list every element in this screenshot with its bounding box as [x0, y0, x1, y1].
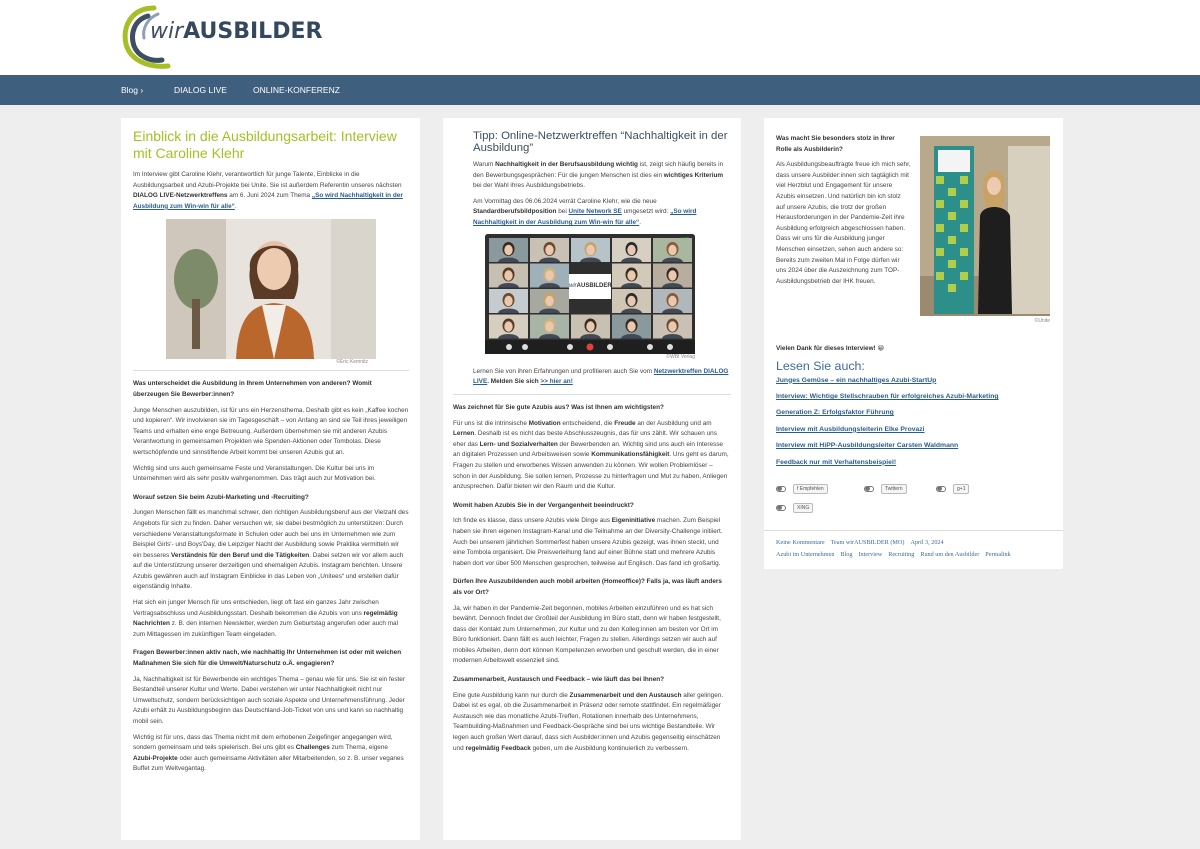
divider: [133, 370, 409, 371]
gplus-share[interactable]: [936, 484, 969, 494]
text: . Dabei setzen wir vor allem auch auf die Unterstützung unserer derzeitigen und ehemaligen Azubis. Instagram berichten. Unsere Azubis gewähren auch auf Instagram Einblicke in das Leben von „Unitees“ und erstellen dafür eigenständig Inhalte.: [133, 551, 404, 591]
comments-link[interactable]: Keine Kommentare: [776, 539, 825, 546]
text-bold: regelmäßig Nachrichten: [133, 609, 398, 628]
post-date: April 3, 2024: [910, 539, 944, 546]
text-bold: DIALOG LIVE-Netzwerktreffens: [133, 192, 228, 200]
article-title: Einblick in die Ausbildungsarbeit: Interview mit Caroline Klehr: [133, 128, 397, 161]
text: Wichtig ist für uns, dass das Thema nicht mit dem erhobenen Zeigefinger angegangen wird, sondern gemeinsam und teils spielerisch. Bei uns gibt es: [133, 733, 393, 752]
interview-question: Womit haben Azubis Sie in der Vergangenheit beeindruckt?: [453, 501, 634, 509]
text: Im Interview gibt Caroline Klehr, verantwortlich für junge Talente, Einblicke in die Ausbildungsarbeit und Azubi-Projekte bei Unite. Sie ist außerdem Referentin unseres nächsten: [133, 171, 402, 189]
thanks-text: Vielen Dank für dieses Interview! 😀: [776, 345, 885, 352]
interview-answer: Wichtig sind uns auch gemeinsame Feste und Veranstaltungen. Die Kultur bei uns im Unternehmen wird als sehr positiv wahrgenommen. Das trägt auch zur Motivation bei.: [133, 464, 376, 483]
signup-link[interactable]: >> hier an!: [540, 378, 573, 386]
text-bold: Lernen: [453, 430, 475, 438]
facebook-like-button[interactable]: f Empfehlen: [793, 484, 828, 494]
participant-face: [504, 295, 512, 305]
participant-face: [504, 244, 512, 254]
divider: [764, 530, 1063, 531]
netzwerktreffen-link[interactable]: Netzwerktreffen DIALOG LIVE: [473, 367, 729, 386]
interview-answer: [133, 508, 409, 593]
photo-credit: ©WBI Verlag: [666, 353, 695, 360]
text: . Uns geht es darum, Fragen zu stellen und erworbenes Wissen anwenden zu können. Wir wollen Problemlöser – schon in der Ausbildung. Sie sollen lernen, Prozesse zu hinterfragen und Mut zu haben, Anliegen anzusprechen. Dafür bieten wir den Raum und die Kultur.: [453, 451, 729, 491]
twitter-share[interactable]: [864, 484, 907, 494]
participant-face: [545, 295, 553, 305]
nav-item-dialog-live[interactable]: DIALOG LIVE: [174, 85, 227, 95]
interview-answer: [453, 419, 731, 493]
award-image: [920, 136, 1050, 316]
text: oder auch gemeinsame Aktivitäten aller Mitarbeitenden, so z. B. unser veganes Buffet zum Weltvegantag.: [133, 754, 404, 773]
text-bold: Challenges: [295, 744, 330, 752]
text: Für uns ist die intrinsische: [453, 419, 529, 427]
related-article-link[interactable]: Feedback nur mit Verhaltensbeispiel!: [776, 458, 897, 466]
toggle-icon[interactable]: [936, 486, 946, 492]
read-more-heading: Lesen Sie auch:: [776, 358, 865, 373]
participant-face: [668, 244, 676, 254]
interview-question: Dürfen Ihre Auszubildenden auch mobil arbeiten (Homeoffice)? Falls ja, was läuft anders als vor Ort?: [453, 578, 722, 596]
text: umgesetzt wird:: [621, 208, 671, 216]
logo-main: AUSBILDER: [183, 19, 323, 44]
text: Am Vormittag des 06.06.2024 verrät Caroline Klehr, wie die neue: [473, 197, 657, 205]
post-categories: [776, 551, 1017, 558]
video-logo-main: AUSBILDER: [576, 282, 612, 289]
text-bold: regelmäßig Feedback: [465, 744, 531, 752]
text: z. B. den internen Newsletter, werden zum Geburtstag angerufen oder auch mal zum Mittagessen im zukünftigen Team eingeladen.: [133, 620, 398, 638]
interview-question: Fragen Bewerber:innen aktiv nach, wie nachhaltig Ihr Unternehmen ist oder mit welchen Maßnahmen Sie sich für die Umwelt/Naturschutz o.Ä. engagieren?: [133, 649, 402, 668]
related-article-link[interactable]: Generation Z: Erfolgsfaktor Führung: [776, 409, 894, 417]
video-logo-tile: [569, 274, 611, 299]
participant-face: [668, 295, 676, 305]
related-article-link[interactable]: Interview mit Ausbildungsleiterin Elke Provazi: [776, 425, 925, 433]
sidebar-column: [764, 118, 1063, 569]
award-photo: [920, 136, 1050, 316]
related-article-link[interactable]: Junges Gemüse – ein nachhaltiges Azubi-StartUp: [776, 376, 937, 384]
photo-credit: ©Unite: [1034, 318, 1050, 324]
text: geben, um die Ausbildung kontinuierlich zu verbessern.: [530, 744, 689, 752]
twitter-button[interactable]: Twittern: [881, 484, 907, 494]
interview-question: Was macht Sie besonders stolz in Ihrer Rolle als Ausbilderin?: [776, 135, 895, 153]
portrait-photo-caroline-klehr: [166, 219, 376, 359]
text: zum Thema, eigene: [329, 744, 388, 752]
category-link[interactable]: Interview: [858, 551, 883, 558]
text: entscheidend, die: [560, 419, 615, 427]
gplus-button[interactable]: g+1: [953, 484, 969, 494]
text-bold: Verständnis für den Beruf und die Tätigkeiten: [171, 551, 310, 559]
text: bei: [556, 208, 569, 216]
text: bei der Wahl ihres Ausbildungsbetriebs.: [473, 182, 586, 190]
interview-question: Was unterscheidet die Ausbildung in Ihrem Unternehmen von anderen? Womit überzeugen Sie Bewerber:innen?: [133, 380, 372, 398]
participant-face: [627, 244, 635, 254]
text: machen. Zum Beispiel haben sie ihren eigenen Instagram-Kanal und die Teilnahme an der Diversity-Challenge initiiert. Auch bei unserem jährlichen Sommerfest haben unsere Azubis gezeigt, was ihnen steckt, und eine Tombola organisiert. Die Preisverleihung fand auf einer Bühne statt und mehrere Azubis haben dort vor über 500 Menschen gesprochen, teilweise auf Englisch. Das fand ich großartig.: [453, 517, 723, 567]
text-bold: Nachhaltigkeit in der Berufsausbildung wichtig: [495, 161, 638, 168]
participant-face: [504, 321, 512, 331]
event-link[interactable]: „So wird Nachhaltigkeit in der Ausbildung zum Win-win für alle“: [133, 192, 403, 210]
video-logo-prefix: wir: [569, 282, 577, 289]
photo-credit: ©Eric Kemnitz: [336, 359, 368, 366]
text-bold: Eigeninitiative: [611, 517, 656, 525]
toggle-icon[interactable]: [776, 505, 786, 511]
text: an der Ausbildung und am: [635, 419, 712, 427]
site-header: [0, 0, 1200, 75]
participant-face: [586, 244, 594, 254]
article-column-1: [121, 118, 420, 840]
participant-face: [545, 270, 553, 280]
interview-answer: [453, 691, 731, 755]
text: am 6. Juni 2024 zum Thema: [227, 192, 312, 200]
participant-face: [627, 321, 635, 331]
text-bold: Motivation: [528, 419, 561, 427]
text-bold: Lern- und Sozialverhalten: [479, 440, 558, 448]
text: der Bewerbenden an. Wichtig sind uns auch ein Interesse an digitalen Prozessen und Arbeitsweisen sowie: [453, 440, 723, 459]
text: . Deshalb ist es nicht das beste Abschlusszeugnis, das für uns zählt. Wir schauen uns eher das: [453, 430, 717, 448]
interview-question: Was zeichnet für Sie gute Azubis aus? Was ist Ihnen am wichtigsten?: [453, 404, 664, 411]
nav-item-blog[interactable]: Blog ›: [121, 85, 144, 95]
participant-face: [627, 270, 635, 280]
participant-face: [545, 321, 553, 331]
article-column-2: [443, 118, 741, 840]
text: Warum: [473, 161, 496, 168]
divider: [453, 394, 731, 395]
text: Eine gute Ausbildung kann nur durch die: [453, 691, 570, 699]
interview-answer: Ja, wir haben in der Pandemie-Zeit begonnen, mobiles Arbeiten einzuführen und es hat sich bewährt. Dennoch findet der Großteil der Ausbildung im Büro statt, denn wir haben festgestellt, dass der Kontakt zum Unternehmen, zur Kultur und zu den Kolleg:innen am besten vor Ort im Büro funktioniert. Dann fällt es auch leichter, Fragen zu stellen. Allerdings setzen wir auch auf mobiles Arbeiten, denn dort können Kompetenzen erworben und geschult werden, die in einer modernen Arbeitswelt essenziell sind.: [453, 604, 721, 665]
text-bold: Zusammenarbeit und den Austausch: [569, 691, 682, 699]
author-link[interactable]: Team wirAUSBILDER (MO): [830, 539, 905, 546]
text: Ich finde es klasse, dass unsere Azubis viele Dinge aus: [453, 517, 612, 525]
tip-title: Tipp: Online-Netzwerktreffen “Nachhaltigkeit in der Ausbildung”: [473, 130, 728, 154]
text-bold: . Melden Sie sich: [487, 378, 541, 386]
live-badge: LIVE: [680, 235, 689, 241]
category-link[interactable]: Azubi im Unternehmen: [776, 551, 835, 558]
interview-answer: Ja, Nachhaltigkeit ist für Bewerbende ein wichtiges Thema – genau wie für uns. Sie ist ein fester Bestandteil unserer Kultur und Werte. Dabei verstehen wir unter Nachhaltigkeit nicht nur Umweltschutz, sondern berücksichtigen auch soziale Aspekte und Unternehmensführung. Jeder Azubi erhält zu Ausbildungsbeginn das Deutschland-Job-Ticket von uns und kann so nachhaltig mobil sein.: [133, 675, 405, 725]
main-navigation: [0, 75, 1200, 105]
text: Hat sich ein junger Mensch für uns entschieden, liegt oft fast ein ganzes Jahr zwischen Vertragsabschluss und Ausbildungsstart. Deshalb bekommen die Azubis von uns: [133, 599, 379, 617]
logo-prefix: wir: [150, 19, 184, 44]
participant-face: [545, 244, 553, 254]
unite-link[interactable]: Unite Network SE: [568, 208, 622, 216]
interview-answer: [133, 598, 409, 640]
interview-question: Zusammenarbeit, Austausch und Feedback – wie läuft das bei Ihnen?: [453, 676, 665, 684]
text: .: [639, 218, 642, 226]
interview-answer: Junge Menschen auszubilden, ist für uns ein Herzensthema. Deshalb gibt es kein „Kaffee kochen und kopieren“. Wir involvieren sie im Tagesgeschäft – von Anfang an sind sie Teil ihres jeweiligen Teams und erhalten eine enge Betreuung. Außerdem übernehmen sie mit anderen Azubis Verantwortung in gemeinsamen Projekten wie Spenden-Aktionen oder Tombolas. Diese wertschöpfende und sinnstiftende Arbeit kommt bei unseren Azubis gut an.: [133, 406, 409, 456]
toggle-icon[interactable]: [864, 486, 874, 492]
text-bold: Azubi-Projekte: [133, 754, 178, 762]
toggle-icon[interactable]: [776, 486, 786, 492]
related-article-link[interactable]: Interview mit HiPP-Ausbildungsleiter Carsten Waldmann: [776, 442, 959, 450]
xing-button[interactable]: XING: [793, 503, 813, 513]
participant-face: [627, 295, 635, 305]
text: aller gelingen. Dabei ist es egal, ob die Zusammenarbeit in Präsenz oder remote stattfindet. Ein regelmäßiger Austausch wie das monatliche Azubi-Treffen, Rotationen innerhalb des Unternehmens, Teambuilding-Maßnahmen und Feedback-Gespräche sind bei uns wichtige Bestandteile. Wir legen auch großen Wert darauf, dass sich Ausbilder:innen und Azubis gegenseitig einschätzen und: [453, 691, 724, 752]
category-link[interactable]: Rund um den Ausbilder: [920, 551, 980, 558]
tip-paragraph: [473, 197, 729, 229]
text-bold: wichtiges Kriterium: [663, 171, 724, 179]
text: Lernen Sie von ihren Erfahrungen und profitieren auch Sie vom: [473, 367, 654, 375]
text-bold: Freude: [614, 419, 636, 427]
video-call-screenshot: [485, 234, 695, 354]
interview-answer: [133, 733, 409, 775]
text: ist, zeigt sich häufig bereits in den Bewerbungsgesprächen: Für die jungen Menschen ist dies ein: [473, 161, 724, 179]
event-link[interactable]: „So wird Nachhaltigkeit in der Ausbildung zum Win-win für alle“: [473, 208, 697, 226]
post-meta: [776, 539, 950, 546]
category-link[interactable]: Recruiting: [888, 551, 915, 558]
participant-face: [586, 321, 594, 331]
related-article-link[interactable]: Interview: Wichtige Stellschrauben für erfolgreiches Azubi-Marketing: [776, 392, 999, 400]
text-bold: Kommunikationsfähigkeit: [591, 451, 670, 459]
portrait-image: [166, 219, 376, 359]
nav-item-online-konferenz[interactable]: ONLINE-KONFERENZ: [253, 85, 340, 95]
participant-face: [504, 270, 512, 280]
logo-text: [150, 19, 322, 44]
interview-answer: Als Ausbildungsbeauftragte freue ich mich sehr, dass unsere Ausbilder:innen sich tagtäglich mit viel Herzblut und Engagement für unsere Azubis einsetzen. Und natürlich bin ich stolz auf unsere Azubis, die trotz der großen Herausforderungen in der Pandemie-Zeit ihre Ausbildung erfolgreich abgeschlossen haben. Dass wir uns für die Ausbildung junger Menschen einsetzen, sehen auch andere so: Bereits zum zweiten Mal in Folge dürfen wir uns 2024 über die Auszeichnung zum TOP-Ausbildungsbetrieb der IHK freuen.: [776, 161, 911, 285]
interview-answer: [453, 516, 731, 569]
tip-paragraph: [473, 160, 729, 192]
facebook-share[interactable]: [776, 484, 828, 494]
share-buttons: [776, 484, 1056, 518]
intro-paragraph: [133, 170, 409, 212]
participant-face: [668, 321, 676, 331]
permalink[interactable]: Permalink: [985, 551, 1011, 558]
interview-question: Worauf setzen Sie beim Azubi-Marketing und -Recruiting?: [133, 493, 309, 501]
participant-face: [668, 270, 676, 280]
category-link[interactable]: Blog: [840, 551, 853, 558]
xing-share[interactable]: [776, 503, 813, 513]
text: Jungen Menschen fällt es manchmal schwer, den richtigen Ausbildungsberuf aus der Vielzahl des Angebots für sich zu finden. Daher versuchen wir, sie dabei bestmöglich zu unterstützen: Durch verschiedene Veranstaltungsformate in Schulen oder auch bei uns im Unternehmen wie zum Beispiel Girls'- und Boys'Day, die Leipziger Nacht der Ausbildung sowie Praktika vermitteln wir ein besseres: [133, 509, 409, 559]
text: .: [234, 202, 237, 210]
site-logo[interactable]: [118, 4, 323, 70]
text-bold: Standardberufsbildposition: [473, 208, 557, 216]
signup-paragraph: [473, 367, 729, 388]
